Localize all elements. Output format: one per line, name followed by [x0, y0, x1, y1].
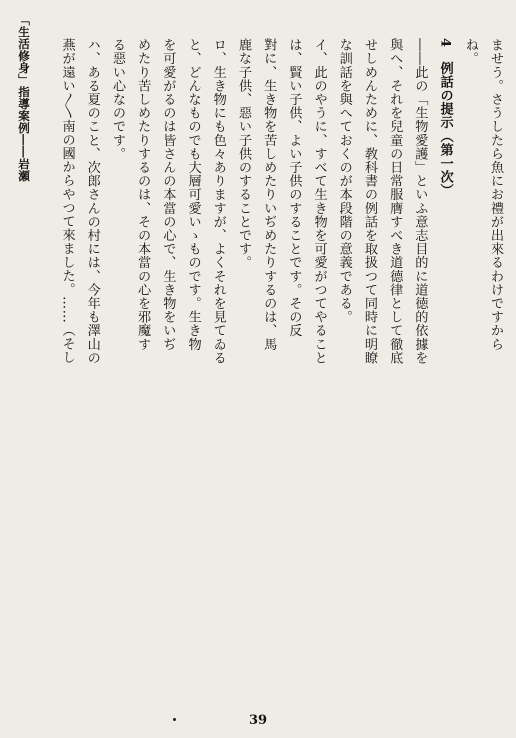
text-column: 燕が遠い〳〵南の國からやつて來ました。……（そし [59, 38, 75, 364]
text-column: と、どんなものでも大層可愛いゝものです。生き物 [185, 38, 201, 351]
running-head: 「生活修身」指導案例――岩瀬 [17, 14, 31, 182]
text-column: は、賢い子供、よい子供のすることです。その反 [286, 38, 302, 338]
text-column: 對に、生き物を苦しめたりいぢめたりするのは、馬 [261, 38, 277, 351]
text-column: ハ、ある夏のこと、次郎さんの村には、今年も澤山の [84, 38, 100, 365]
section-heading: 4 例話の提示（第一次） [437, 38, 453, 198]
text-column: せしめんために、敎科書の例話を取扱つて同時に明瞭 [361, 38, 377, 365]
text-column: イ、此のやうに、すべて生き物を可愛がつてやること [311, 38, 327, 365]
text-column: ませう。さうしたら魚にお禮が出來るわけですから [488, 38, 503, 351]
text-column: ロ、生き物にも色々ありますが、よくそれを見てゐる [210, 38, 226, 365]
text-column: めたり苦しめたりするのは、その本當の心を邪魔す [135, 38, 151, 351]
text-column: な訓話を與へておくのが本段階の意義である。 [336, 38, 352, 324]
page-number: 39 [248, 713, 268, 728]
text-column: を可愛がるのは皆さんの本當の心で、生き物をいぢ [160, 38, 176, 351]
text-column: 鹿な子供、惡い子供のすることです。 [235, 38, 251, 270]
text-column: る惡い心なのです。 [109, 38, 125, 161]
text-column: ね。 [462, 38, 478, 66]
text-column: 與へ、それを兒童の日常服膺すべき道德律として徹底 [387, 38, 403, 365]
body-text [52, 38, 508, 688]
text-column: ――此の「生物愛護」といふ意志目的に道徳的依據を [412, 38, 428, 365]
